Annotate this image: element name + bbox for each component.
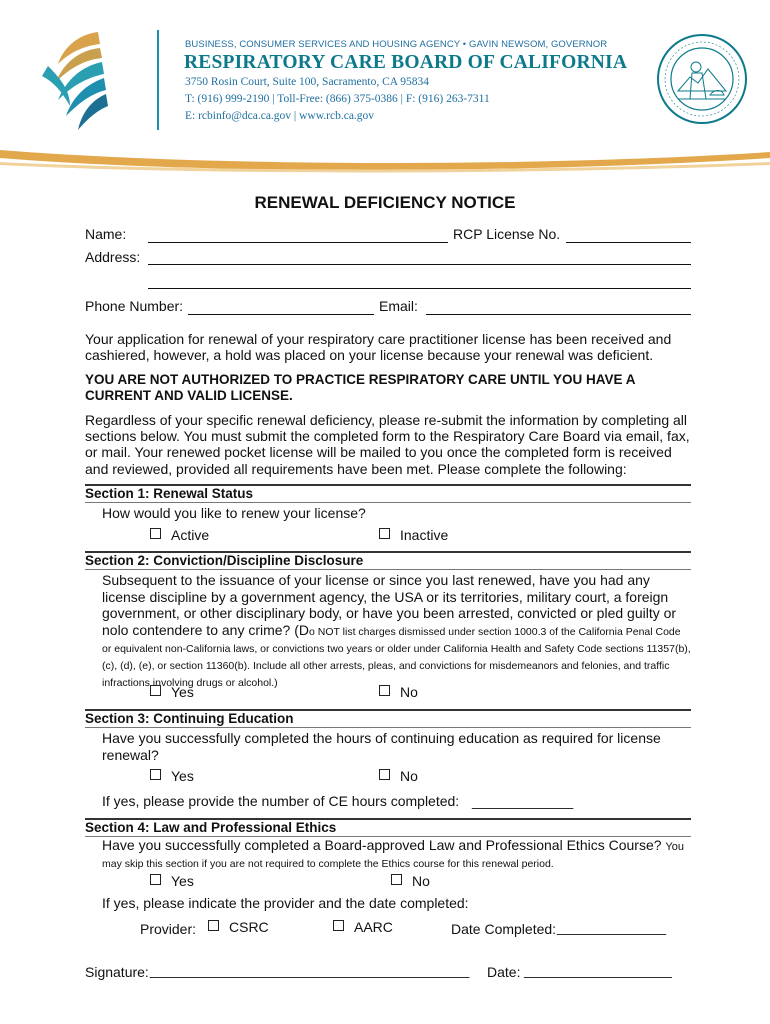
checkbox-icon[interactable] xyxy=(379,528,390,539)
board-address: 3750 Rosin Court, Suite 100, Sacramento, CA 95834 xyxy=(185,76,430,88)
email-field[interactable] xyxy=(426,314,691,315)
section-1-heading: Section 1: Renewal Status xyxy=(85,484,691,503)
option-yes-label: Yes xyxy=(171,768,194,784)
header-divider xyxy=(157,30,159,130)
option-no-ce[interactable] xyxy=(379,768,418,784)
signature-field[interactable]: _________________________________________ xyxy=(150,962,470,978)
section-2-heading: Section 2: Conviction/Discipline Disclosure xyxy=(85,551,691,570)
option-yes-ce[interactable] xyxy=(150,768,194,784)
checkbox-icon[interactable] xyxy=(379,769,390,780)
section-4-question: Have you successfully completed a Board-approved Law and Professional Ethics Course? xyxy=(102,837,662,853)
board-contact: E: rcbinfo@dca.ca.gov | www.rcb.ca.gov xyxy=(185,110,375,122)
agency-line: BUSINESS, CONSUMER SERVICES AND HOUSING AGENCY • GAVIN NEWSOM, GOVERNOR xyxy=(185,39,608,50)
provider-csrc[interactable] xyxy=(208,919,269,935)
email-label: Email: xyxy=(379,298,418,314)
option-inactive[interactable] xyxy=(379,527,448,543)
signature-date-field[interactable]: ___________________ xyxy=(524,962,672,978)
checkbox-icon[interactable] xyxy=(379,685,390,696)
form-title: RENEWAL DEFICIENCY NOTICE xyxy=(254,193,516,212)
intro-paragraph: Your application for renewal of your respiratory care practitioner license has been received and cashiered, however, a hold was placed on your license because your renewal was deficient. xyxy=(85,331,672,364)
provider-aarc[interactable] xyxy=(333,919,393,935)
section-4-heading: Section 4: Law and Professional Ethics xyxy=(85,818,691,837)
checkbox-icon[interactable] xyxy=(150,528,161,539)
license-label: RCP License No. xyxy=(453,226,561,242)
option-active-label: Active xyxy=(171,527,210,543)
great-seal-of-california-icon xyxy=(656,33,748,125)
address-field[interactable] xyxy=(148,264,691,265)
section-1-question: How would you like to renew your license? xyxy=(102,505,366,521)
license-number-field[interactable] xyxy=(566,242,691,243)
option-active[interactable] xyxy=(150,527,209,543)
checkbox-icon[interactable] xyxy=(391,874,402,885)
option-inactive-label: Inactive xyxy=(400,527,449,543)
option-yes-ethics[interactable] xyxy=(150,873,194,889)
signature-date-label: Date: xyxy=(487,964,521,980)
header-swoosh xyxy=(0,138,770,176)
dca-logo-icon xyxy=(40,26,140,136)
provider-prompt: If yes, please indicate the provider and the date completed: xyxy=(102,895,469,911)
section-4-question-block xyxy=(102,837,692,871)
name-field[interactable] xyxy=(148,242,448,243)
warning-text: YOU ARE NOT AUTHORIZED TO PRACTICE RESPIRATORY CARE UNTIL YOU HAVE A CURRENT AND VALID LICENSE. xyxy=(85,372,636,404)
option-no-label: No xyxy=(400,684,418,700)
checkbox-icon[interactable] xyxy=(333,920,344,931)
instructions-paragraph: Regardless of your specific renewal deficiency, please re-submit the information by completing all sections below. You must submit the completed form to the Respiratory Care Board via email, fax, or mail. Your renewed pocket license will be mailed to you once the completed form is received and reviewed, provided all requirements have been met. Please complete the following: xyxy=(85,412,690,477)
option-yes-conviction[interactable] xyxy=(150,684,194,700)
date-completed-label: Date Completed: xyxy=(451,921,557,937)
ce-hours-prompt: If yes, please provide the number of CE hours completed: xyxy=(102,793,460,809)
date-completed-field[interactable]: ______________ xyxy=(557,919,667,935)
section-3-question: Have you successfully completed the hours of continuing education as required for license renewal? xyxy=(102,730,661,763)
option-no-conviction[interactable] xyxy=(379,684,418,700)
signature-label: Signature: xyxy=(85,964,149,980)
address-field-line-2[interactable] xyxy=(148,288,691,289)
option-no-ethics[interactable] xyxy=(391,873,430,889)
provider-label: Provider: xyxy=(140,921,197,937)
provider-aarc-label: AARC xyxy=(354,919,393,935)
section-3-heading: Section 3: Continuing Education xyxy=(85,709,691,728)
provider-csrc-label: CSRC xyxy=(229,919,269,935)
option-no-label: No xyxy=(412,873,430,889)
checkbox-icon[interactable] xyxy=(150,685,161,696)
option-yes-label: Yes xyxy=(171,684,194,700)
board-name: RESPIRATORY CARE BOARD OF CALIFORNIA xyxy=(184,52,628,73)
checkbox-icon[interactable] xyxy=(208,920,219,931)
phone-label: Phone Number: xyxy=(85,298,184,314)
checkbox-icon[interactable] xyxy=(150,874,161,885)
phone-field[interactable] xyxy=(188,314,374,315)
name-label: Name: xyxy=(85,226,127,242)
option-no-label: No xyxy=(400,768,418,784)
section-4-question-tail: You xyxy=(665,841,684,853)
section-2-note: o NOT list charges dismissed under section 1000.3 of the California Penal Code or equivalent non-California laws, or convictions two years or older under California Health and Safety Code sections 11357(b), (c), (d), (e), or section 11360(b). Include all other arrests, pleas, and convictions for misdemeanors and felonies, and traffic infractions involving drugs or alcohol.) xyxy=(102,625,691,689)
section-4-note: may skip this section if you are not required to complete the Ethics course for this renewal period. xyxy=(102,858,554,870)
option-yes-label: Yes xyxy=(171,873,194,889)
address-label: Address: xyxy=(85,249,141,265)
section-2-question: Subsequent to the issuance of your license or since you last renewed, have you had any license discipline by a government agency, the USA or its territories, military court, a foreign government, or other disciplinary body, or have you been arrested, convicted or pled guilty or nolo contendere to any crime? ( xyxy=(102,572,677,638)
section-2-question-block xyxy=(102,572,692,690)
checkbox-icon[interactable] xyxy=(150,769,161,780)
ce-hours-field[interactable]: _____________ xyxy=(472,793,574,809)
board-phones: T: (916) 999-2190 | Toll-Free: (866) 375-0386 | F: (916) 263-7311 xyxy=(185,93,490,105)
section-2-note-lead: D xyxy=(298,621,310,638)
